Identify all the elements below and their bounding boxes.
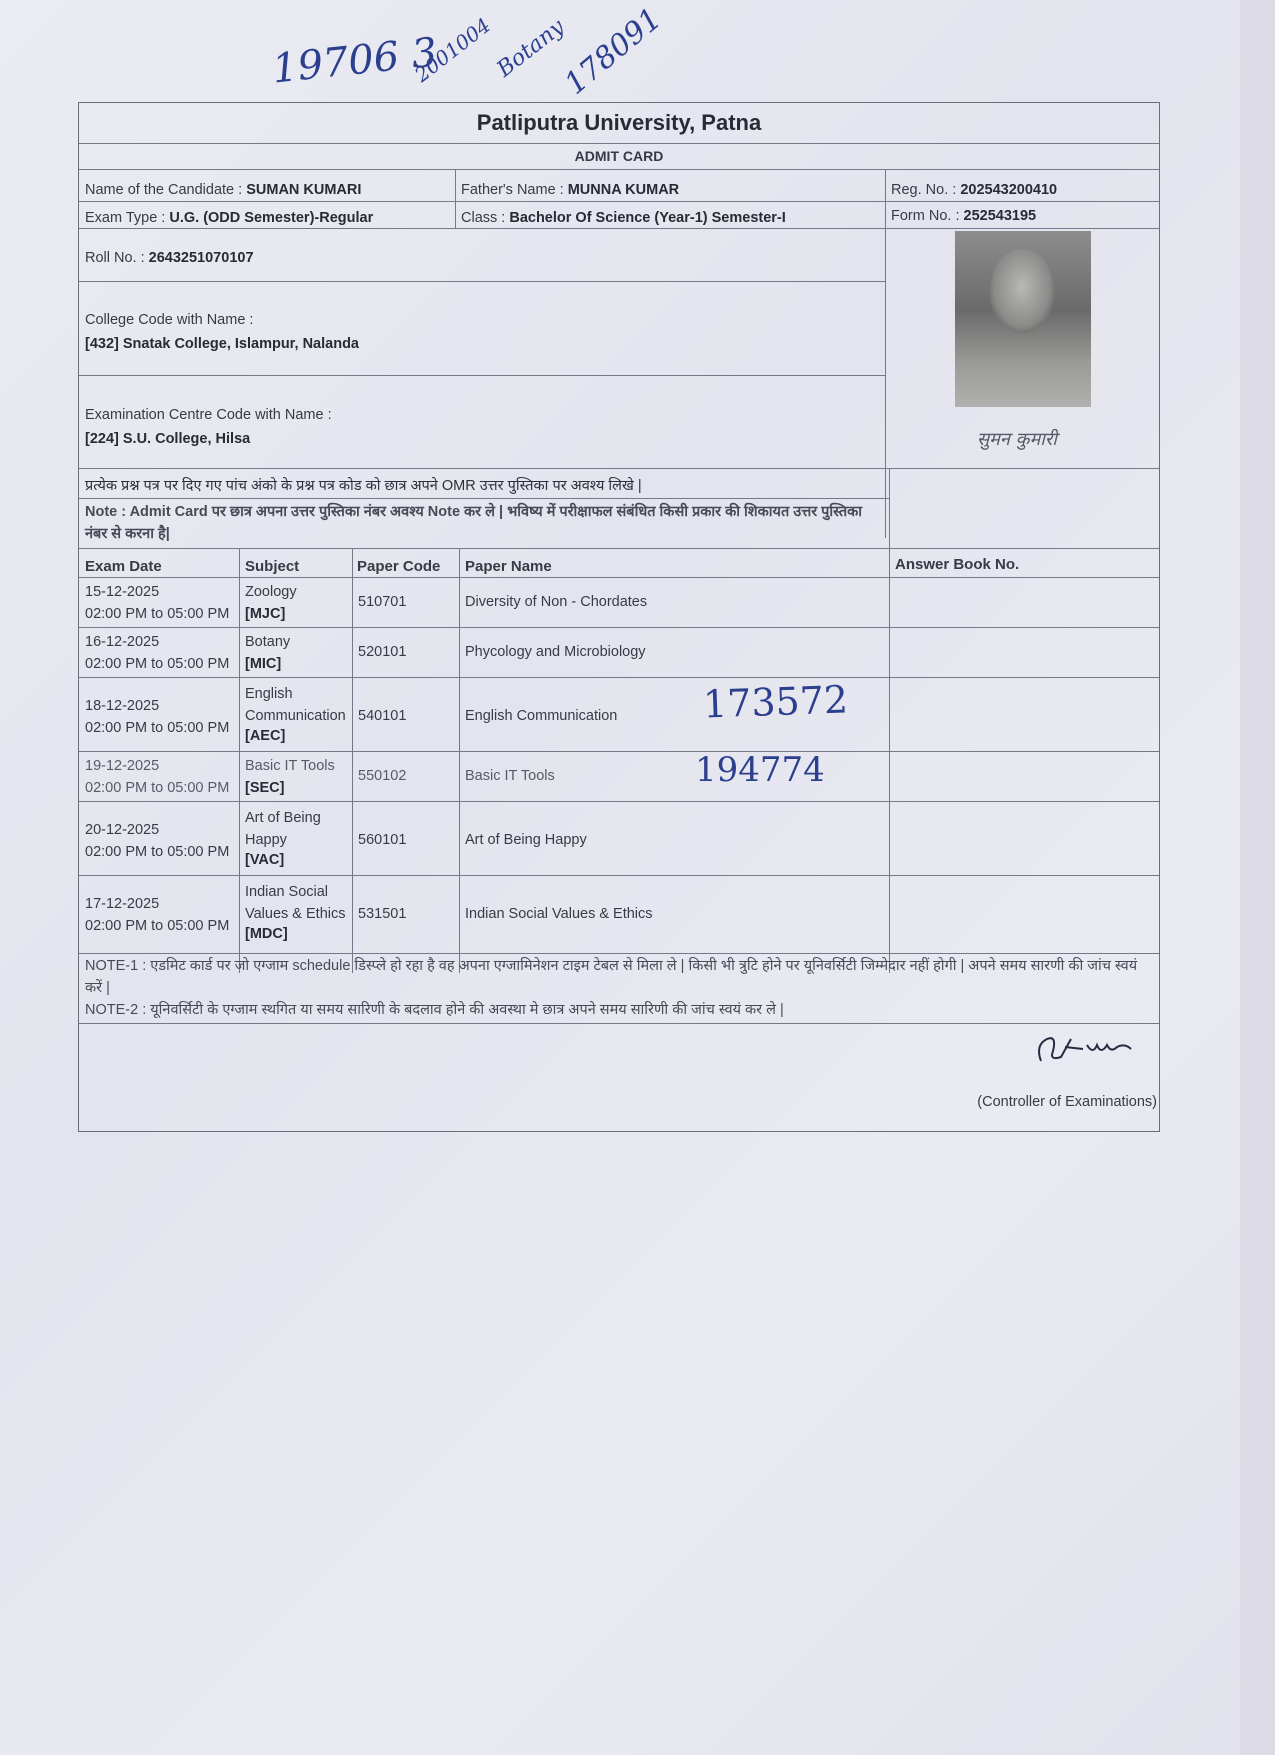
paper-name: English Communication [465,708,618,724]
paper-code: 550102 [358,768,407,784]
class-value: Bachelor Of Science (Year-1) Semester-I [509,210,786,226]
col-header-paper-name: Paper Name [465,558,552,575]
exam-date: 20-12-2025 02:00 PM to 05:00 PM [85,822,230,860]
paper-code: 520101 [358,644,407,660]
table-row-6 [79,875,1159,953]
table-row-4 [79,751,1159,801]
registration-number: Reg. No. : 202543200410 [891,182,1058,198]
registration-number-value: 202543200410 [960,182,1058,198]
exam-date: 18-12-2025 02:00 PM to 05:00 PM [85,698,230,736]
handwritten-answer-book-3: 173572 [702,677,849,727]
college-label: College Code with Name : [85,312,254,328]
exam-date: 19-12-2025 02:00 PM to 05:00 PM [85,758,230,796]
note-2: NOTE-2 : यूनिवर्सिटी के एग्जाम स्थगित या समय सारिणी के बदलाव होने की अवस्था मे छात्र अपने समय सारिणी की जांच स्वयं कर ले | [85,1002,784,1018]
handwritten-top-small-2: Botany [492,14,570,83]
col-header-paper-code: Paper Code [357,558,441,575]
candidate-name-value: SUMAN KUMARI [246,182,362,198]
note-1: NOTE-1 : एडमिट कार्ड पर जो एग्जाम schedule डिस्प्ले हो रहा है वह अपना एग्जामिनेशन टाइम टेबल से मिला ले | किसी भी त्रुटि होने पर यूनिवर्सिटी जिम्मेदार नहीं होगी | अपने समय सारणी की जांच स्वयं करें | [85,958,1138,996]
col-header-exam-date: Exam Date [85,558,162,575]
candidate-name: Name of the Candidate : SUMAN KUMARI [85,182,362,198]
form-number-value: 252543195 [963,208,1037,224]
table-row-5 [79,801,1159,875]
candidate-face [989,249,1055,333]
subject: Zoology [MJC] [245,584,297,622]
exam-date: 16-12-2025 02:00 PM to 05:00 PM [85,634,230,672]
table-row-3 [79,677,1159,751]
table-row-1 [79,577,1159,627]
roll-number-value: 2643251070107 [148,250,254,266]
admit-card [78,102,1160,1132]
exam-type-value: U.G. (ODD Semester)-Regular [169,210,374,226]
paper-name: Diversity of Non - Chordates [465,594,648,610]
subject: Indian Social Values & Ethics [MDC] [245,884,346,942]
handwritten-top-small-1: 2001004 [410,13,496,87]
paper-code: 510701 [358,594,407,610]
controller-label: (Controller of Examinations) [977,1094,1157,1110]
paper-name: Phycology and Microbiology [465,644,646,660]
table-row-2 [79,627,1159,677]
candidate-signature: सुमन कुमारी [977,429,1057,450]
paper-code: 560101 [358,832,407,848]
university-title: Patliputra University, Patna [476,110,762,135]
roll-number: Roll No. : 2643251070107 [85,250,254,266]
college-name: [432] Snatak College, Islampur, Nalanda [85,336,359,352]
handwritten-answer-book-4: 194774 [695,750,825,790]
paper-name: Indian Social Values & Ethics [465,906,653,922]
paper-code: 540101 [358,708,407,724]
father-name-value: MUNNA KUMAR [567,182,680,198]
paper-name: Basic IT Tools [465,768,555,784]
exam-type: Exam Type : U.G. (ODD Semester)-Regular [85,210,374,226]
instruction-line-2: Note : Admit Card पर छात्र अपना उत्तर पुस्तिका नंबर अवश्य Note कर ले | भविष्य में परीक्षाफल संबंधित किसी प्रकार की शिकायत उत्तर पुस्तिका नंबर से करना है| [85,504,862,542]
handwritten-top-number: 19706 3 [270,29,440,93]
paper-name: Art of Being Happy [465,832,587,848]
father-name: Father's Name : MUNNA KUMAR [461,182,680,198]
candidate-photo [955,231,1091,407]
admit-card-heading: ADMIT CARD [574,148,664,164]
exam-date: 15-12-2025 02:00 PM to 05:00 PM [85,584,230,622]
centre-name: [224] S.U. College, Hilsa [85,431,251,447]
exam-date: 17-12-2025 02:00 PM to 05:00 PM [85,896,230,934]
subject: English Communication [AEC] [245,686,346,744]
centre-label: Examination Centre Code with Name : [85,407,332,423]
subject: Botany [MIC] [245,634,291,672]
controller-signature [1031,1031,1139,1071]
subject: Art of Being Happy [VAC] [245,810,321,868]
col-header-subject: Subject [245,558,300,575]
col-header-answer-book: Answer Book No. [895,556,1020,573]
paper-code: 531501 [358,906,407,922]
form-number: Form No. : 252543195 [891,208,1037,224]
subject: Basic IT Tools [SEC] [245,758,335,796]
handwritten-top-small-3: 178091 [558,1,669,102]
instruction-line-1: प्रत्येक प्रश्न पत्र पर दिए गए पांच अंको के प्रश्न पत्र कोड को छात्र अपने OMR उत्तर पुस्तिका पर अवश्य लिखे | [85,478,642,494]
class-info: Class : Bachelor Of Science (Year-1) Semester-I [461,210,786,226]
